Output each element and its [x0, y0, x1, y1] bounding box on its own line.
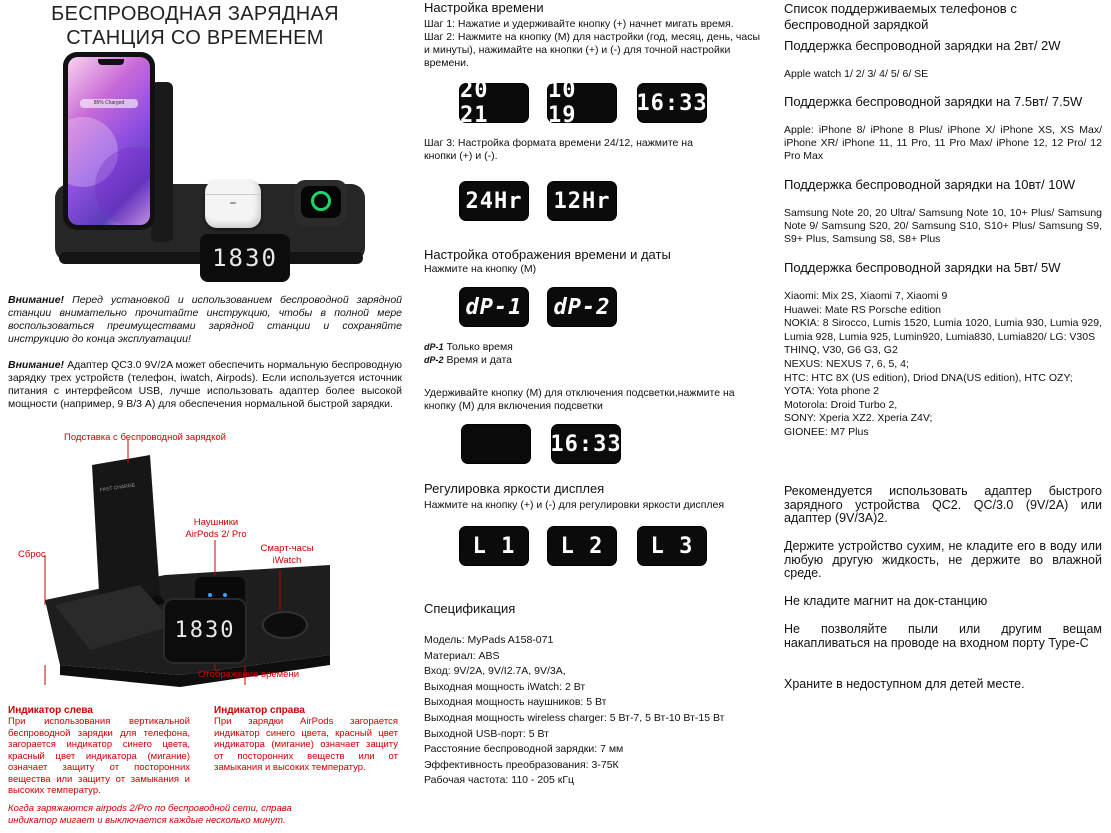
phone [63, 52, 155, 230]
list-item: SONY: Xperia XZ2. Xperia Z4V; [784, 412, 933, 425]
note-magnet: Не кладите магнит на док-станцию [784, 594, 988, 608]
right-column [782, 0, 1107, 833]
device-clock-block [165, 600, 245, 662]
label-stand: Подставка с беспроводной зарядкой [64, 432, 226, 443]
lcd-l1: L 1 [460, 527, 528, 565]
pad-fast-charge-text: FAST CHARGE [99, 482, 136, 494]
display-settings-sub: Нажмите на кнопку (М) [424, 263, 537, 275]
list-item: YOTA: Yota phone 2 [784, 385, 879, 398]
list-item: GIONEE: M7 Plus [784, 425, 869, 438]
spec-item: Выходной USB-порт: 5 Вт [424, 727, 549, 740]
lcd-time: 16:33 [638, 84, 706, 122]
indicator-right [214, 705, 398, 774]
list-item: THINQ, V30, G6 G3, G2 [784, 344, 898, 357]
lcd-year: 20 21 [460, 84, 528, 122]
group-10w-title: Поддержка беспроводной зарядки на 10вт/ 10W [784, 177, 1076, 192]
indicator-left-title: Индикатор слева [8, 705, 93, 716]
lcd-backlight-off [462, 425, 530, 463]
group-2w-title: Поддержка беспроводной зарядки на 2вт/ 2W [784, 38, 1061, 53]
lcd-backlight-on: 16:33 [552, 425, 620, 463]
dp2-legend: dP-2 Время и дата [424, 354, 512, 366]
lcd-date: 10 19 [548, 84, 616, 122]
group-7w-text: Apple: iPhone 8/ iPhone 8 Plus/ iPhone X/ iPhone XS, XS Max/ iPhone XR/ iPhone 11, 11 Pro, 11 Pro Max/ iPhone 12, 12 Pro/ 12 Pro Max [784, 124, 1102, 162]
display-settings-heading: Настройка отображения времени и даты [424, 247, 671, 262]
step-2: Шаг 2: Нажмите на кнопку (М) для настройки (год, месяц, день, часы и минуты), нажимайте на кнопки (+) и (-) для точной настройки времени. [424, 31, 761, 69]
footnote: Когда заряжаются airpods 2/Pro по беспроводной сети, справа индикатор мигает и выключается каждые несколько минут. [8, 803, 292, 826]
lcd-l2: L 2 [548, 527, 616, 565]
lcd-dp1: dP-1 [460, 288, 528, 326]
left-column [0, 0, 410, 833]
product-image-top [55, 52, 375, 277]
lcd-dp2: dP-2 [548, 288, 616, 326]
group-5w-title: Поддержка беспроводной зарядки на 5вт/ 5W [784, 260, 1061, 275]
device-clock-display: 1830 [174, 618, 236, 643]
note-dry: Держите устройство сухим, не кладите его в воду или любую другую жидкость, не держите во влажной среде. [784, 539, 1102, 580]
dp1-legend: dP-1 Только время [424, 341, 513, 353]
group-2w-text: Apple watch 1/ 2/ 3/ 4/ 5/ 6/ SE [784, 68, 929, 80]
group-5w-list [784, 290, 1102, 440]
group-7w-title: Поддержка беспроводной зарядки на 7.5вт/ 7.5W [784, 94, 1083, 109]
lcd-24hr: 24Hr [460, 182, 528, 220]
list-item: HTC: HTC 8X (US edition), Driod DNA(US edition), HTC OZY; [784, 371, 1073, 384]
page-title: БЕСПРОВОДНАЯ ЗАРЯДНАЯ СТАНЦИЯ СО ВРЕМЕНЕМ [51, 3, 339, 49]
note-children: Храните в недоступном для детей месте. [784, 677, 1025, 691]
warning-1: Внимание! Перед установкой и использованием беспроводной зарядной станции внимательно прочитайте инструкцию, чтобы в полной мере воспользоваться преимуществами зарядной станции и сохраняйте инструкцию до конца эксплуатации! [8, 294, 402, 345]
warning-2: Внимание! Адаптер QC3.0 9V/2A может обеспечить нормальную беспроводную зарядку трех устройств (телефон, iwatch, Airpods). Если используется источник питания с интерфейсом USB, лучше использовать адаптер более высокой мощности (например, 9 В/3 А) для обеспечения нормальной быстрой зарядки. [8, 359, 402, 410]
middle-column [418, 0, 770, 833]
spec-heading: Спецификация [424, 601, 516, 616]
clock-display: 1830 [212, 244, 278, 272]
spec-item: Вход: 9V/2A, 9V/I2.7A, 9V/3A, [424, 665, 566, 678]
backlight-instructions: Удерживайте кнопку (М) для отключения подсветки,нажмите на кнопку (М) для включения подсветки [424, 387, 735, 412]
list-item: Xiaomi: Mix 2S, Xiaomi 7, Xiaomi 9 [784, 290, 948, 302]
spec-item: Рабочая частота: 110 - 205 кГц [424, 774, 575, 787]
spec-item: Расстояние беспроводной зарядки: 7 мм [424, 743, 624, 756]
brightness-sub: Нажмите на кнопку (+) и (-) для регулировки яркости дисплея [424, 499, 725, 511]
indicator-right-title: Индикатор справа [214, 705, 305, 716]
indicator-right-text: При зарядки AirPods загорается индикатор синего цвета, красный цвет индикатора (мигание) означает защиту от посторонних веществ или от замыкания и высоких температур. [214, 716, 398, 773]
list-item: NEXUS: NEXUS 7, 6, 5, 4; [784, 357, 909, 370]
step-1: Шаг 1: Нажатие и удерживайте кнопку (+) начнет мигать время. [424, 18, 734, 30]
airpods-case [205, 180, 261, 228]
spec-item: Модель: MyPads A158-071 [424, 634, 554, 646]
supported-phones-heading: Список поддерживаемых телефонов с беспроводной зарядкой [784, 1, 1017, 32]
spec-item: Выходная мощность iWatch: 2 Вт [424, 680, 586, 693]
brightness-heading: Регулировка яркости дисплея [424, 481, 605, 496]
indicator-left-text: При использования вертикальной беспроводной зарядки для телефона, загорается индикатор синего цвета, красный цвет индикатора (мигание) означает защиту от посторонних вещества или защиту от замыкания и высоких температур. [8, 716, 190, 796]
clock-block [200, 234, 290, 282]
phone-charge-text: 85% Charged [80, 99, 138, 108]
label-watch: Смарт-часы iWatch [260, 543, 314, 566]
spec-item: Эффективность преобразования: 3-75К [424, 758, 619, 771]
apple-watch [295, 180, 347, 226]
annotated-product-image [0, 425, 410, 695]
label-time-display: Отображение времени [198, 669, 300, 680]
lcd-12hr: 12Hr [548, 182, 616, 220]
list-item: Motorola: Droid Turbo 2, [784, 398, 898, 411]
spec-item: Выходная мощность wireless charger: 5 Вт-7, 5 Вт-10 Вт-15 Вт [424, 711, 725, 724]
note-dust: Не позволяйте пыли или другим вещам накапливаться на проводе на входном порту Type-C [784, 622, 1102, 650]
spec-item: Выходная мощность наушников: 5 Вт [424, 696, 607, 709]
label-airpods: Наушники AirPods 2/ Pro [185, 517, 247, 540]
phone-screen [68, 57, 150, 225]
list-item: NOKIA: 8 Sirocco, Lumis 1520, Lumia 1020, Lumia 930, Lumia 929, Lumia 928, Lumia 925, Lumin920, Lumia830, Lumia820/ LG: V30S [784, 317, 1102, 343]
label-reset: Сброс [18, 549, 46, 560]
lcd-l3: L 3 [638, 527, 706, 565]
note-adapter: Рекомендуется использовать адаптер быстрого зарядного устройства QC2. QC/3.0 (9V/2A) или адаптер (9V/3A)2. [784, 484, 1102, 525]
group-10w-text: Samsung Note 20, 20 Ultra/ Samsung Note 10, 10+ Plus/ Samsung Note 9/ Samsung S20, 20/ Samsung S10, S10+ Plus/ Samsung S9, S9+ Plus, Samsung S8, S8+ Plus [784, 207, 1102, 245]
time-settings-heading: Настройка времени [424, 0, 544, 15]
step-3: Шаг 3: Настройка формата времени 24/12, нажмите на кнопки (+) и (-). [424, 137, 693, 162]
list-item: Huawei: Mate RS Porsche edition [784, 303, 941, 316]
spec-list [424, 633, 769, 789]
indicator-left [8, 705, 190, 797]
spec-item: Материал: ABS [424, 649, 500, 662]
